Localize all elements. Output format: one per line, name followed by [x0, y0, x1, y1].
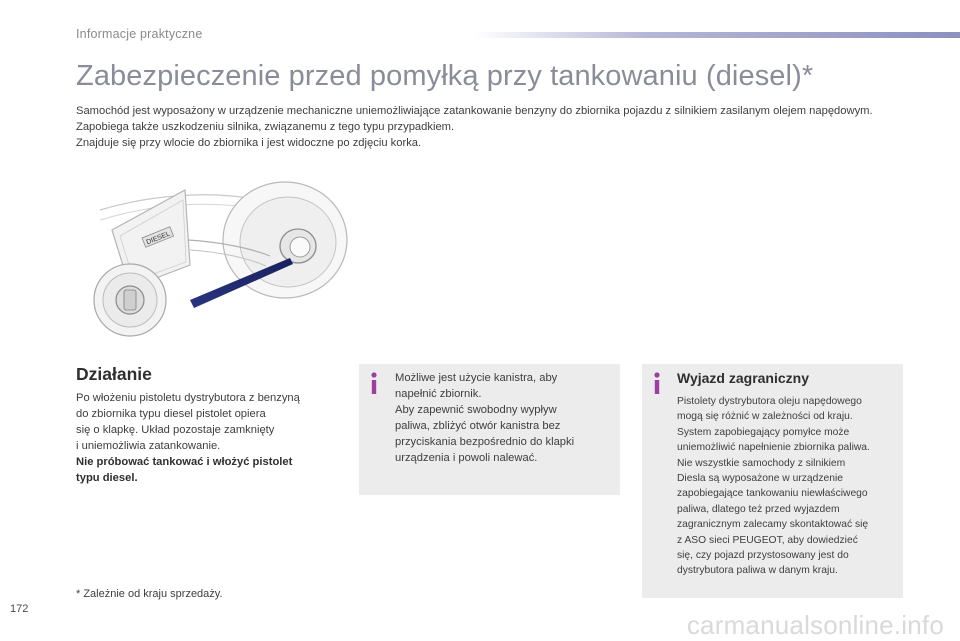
- info-line: urządzenia i powoli nalewać.: [395, 452, 538, 464]
- intro-paragraph: Samochód jest wyposażony w urządzenie mechaniczne uniemożliwiające zatankowanie benzyny do zbiornika pojazdu z silnikiem zasilanym olejem napędowym. Zapobiega także uszkodzeniu silnika, związanemu z tego typu przypadkiem.: [76, 105, 873, 133]
- operation-line: Po włożeniu pistoletu dystrybutora z benzyną: [76, 392, 300, 404]
- page-number: 172: [10, 603, 29, 615]
- info-line: napełnić zbiornik.: [395, 388, 482, 400]
- info-line: System zapobiegający pomyłce może: [677, 426, 850, 438]
- info-box-canister: [359, 364, 620, 495]
- info-line: paliwa, zbliżyć otwór kanistra bez: [395, 420, 561, 432]
- info-line: mogą się różnić w zależności od kraju.: [677, 411, 853, 423]
- operation-line: i uniemożliwia zatankowanie.: [76, 440, 221, 452]
- info-icon: [651, 372, 663, 394]
- info-line: uniemożliwić napełnienie zbiornika paliwa.: [677, 442, 870, 454]
- warning-line: Nie próbować tankować i włożyć pistolet: [76, 456, 293, 468]
- operation-line: do zbiornika typu diesel pistolet opiera: [76, 408, 266, 420]
- info-line: Możliwe jest użycie kanistra, aby: [395, 372, 558, 384]
- info-line: Diesla są wyposażone w urządzenie: [677, 473, 843, 485]
- info-line: paliwa, dlatego też przed wyjazdem: [677, 503, 840, 515]
- info-line: dystrybutora paliwa w danym kraju.: [677, 565, 838, 577]
- footnote: * Zależnie od kraju sprzedaży.: [76, 588, 223, 600]
- info-line: się, czy pojazd przystosowany jest do: [677, 550, 849, 562]
- diesel-label: DIESEL: [145, 230, 172, 247]
- section-header: Informacje praktyczne: [76, 27, 203, 41]
- travel-abroad-text: [677, 394, 899, 579]
- warning-line: typu diesel.: [76, 472, 138, 484]
- info-line: Pistolety dystrybutora oleju napędowego: [677, 396, 862, 407]
- info-line: Nie wszystkie samochody z silnikiem: [677, 457, 846, 469]
- fuel-filler-illustration: [90, 170, 350, 340]
- operation-text: [76, 390, 341, 486]
- fuel-filler-drawing: [90, 170, 350, 340]
- info-line: Aby zapewnić swobodny wypływ: [395, 404, 557, 416]
- info-line: przyciskania bezpośrednio do klapki: [395, 436, 575, 448]
- info-line: z ASO sieci PEUGEOT, aby dowiedzieć: [677, 534, 858, 546]
- info-box-travel-abroad: [642, 364, 903, 598]
- travel-abroad-heading: Wyjazd zagraniczny: [677, 370, 810, 386]
- intro-paragraph: Znajduje się przy wlocie do zbiornika i jest widoczne po zdjęciu korka.: [76, 137, 422, 149]
- intro-text: [76, 103, 896, 151]
- section-heading-operation: Działanie: [76, 364, 152, 384]
- operation-line: się o klapkę. Układ pozostaje zamknięty: [76, 424, 275, 436]
- info-line: zagranicznym zalecamy skontaktować się: [677, 519, 869, 531]
- page-title: Zabezpieczenie przed pomyłką przy tankowaniu (diesel)*: [76, 60, 814, 92]
- info-line: zapobiegające tankowaniu niewłaściwego: [677, 488, 868, 500]
- info-icon: [368, 372, 380, 394]
- info-text-canister: [395, 370, 600, 466]
- watermark: carmanualsonline.info: [686, 610, 944, 640]
- header-decorative-bar: [474, 32, 960, 38]
